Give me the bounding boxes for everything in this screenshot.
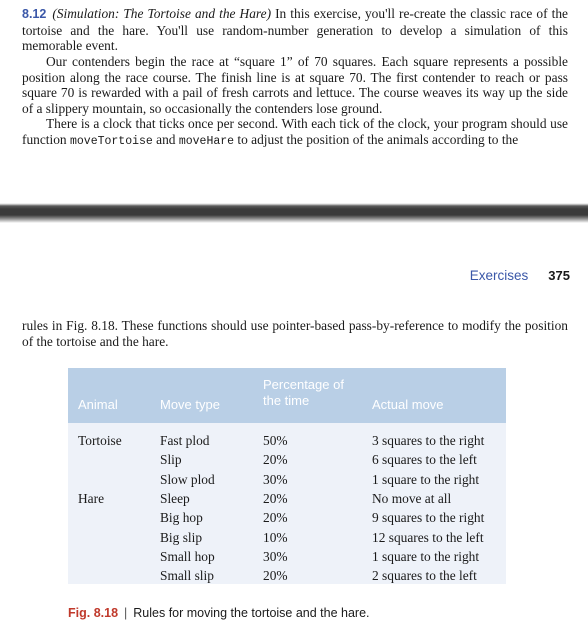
page-break-divider xyxy=(0,196,588,230)
table-row xyxy=(68,568,506,587)
exercise-paragraph-2: Our contenders begin the race at “square 1” of 70 squares. Each square represents a possible position along the race course. The finish line is at square 70. The first contender to reach or pass square 70 is rewarded with a pail of fresh carrots and lettuce. The course weaves its way up the side of a slippery mountain, so occasionally the contenders lose ground. xyxy=(22,54,568,116)
cell-move-type: Big hop xyxy=(160,510,203,526)
cell-percentage: 20% xyxy=(263,510,288,526)
cell-animal: Hare xyxy=(78,490,105,506)
cell-percentage: 20% xyxy=(263,452,288,468)
figure-caption xyxy=(68,606,370,620)
cell-move-type: Small hop xyxy=(160,548,215,564)
exercise-intro xyxy=(22,6,568,54)
cell-move-type: Big slip xyxy=(160,529,203,545)
cell-actual-move: 6 squares to the left xyxy=(372,452,477,468)
header-animal: Animal xyxy=(78,397,118,412)
table-body xyxy=(68,423,506,584)
cell-percentage: 30% xyxy=(263,548,288,564)
cell-actual-move: 1 square to the right xyxy=(372,471,480,487)
cell-actual-move: 9 squares to the right xyxy=(372,510,485,526)
cell-actual-move: 1 square to the right xyxy=(372,548,480,564)
table-row xyxy=(68,549,506,568)
cell-move-type: Slip xyxy=(160,452,182,468)
exercise-paragraph-4: rules in Fig. 8.18. These functions should use pointer-based pass-by-reference to modify the position of the tortoise and the hare. xyxy=(22,318,568,349)
running-head-section: Exercises xyxy=(469,268,529,283)
cell-percentage: 20% xyxy=(263,490,288,506)
running-head xyxy=(470,268,570,283)
table-header xyxy=(68,368,506,423)
rules-table xyxy=(68,368,506,584)
cell-actual-move: 2 squares to the left xyxy=(372,568,477,584)
cell-percentage: 30% xyxy=(263,471,288,487)
exercise-number: 8.12 xyxy=(22,7,47,21)
table-row xyxy=(68,433,506,452)
exercise-title: (Simulation: The Tortoise and the Hare) xyxy=(52,6,272,21)
cell-actual-move: 3 squares to the right xyxy=(372,433,485,448)
cell-percentage: 10% xyxy=(263,529,288,545)
cell-percentage: 20% xyxy=(263,568,288,584)
table-row xyxy=(68,472,506,491)
cell-move-type: Sleep xyxy=(160,490,190,506)
table-row xyxy=(68,510,506,529)
exercise-intro-text: In this exercise, you'll re-create the classic race of the tortoise and the hare. You'll use random-number generation to develop a simulation of this memorable event. xyxy=(22,6,568,54)
cell-animal: Tortoise xyxy=(78,433,122,448)
cell-move-type: Slow plod xyxy=(160,471,215,487)
header-percentage: Percentage of the time xyxy=(263,377,344,408)
table-row xyxy=(68,530,506,549)
current-page xyxy=(0,230,588,637)
caption-separator: | xyxy=(124,606,128,620)
cell-move-type: Small slip xyxy=(160,568,214,584)
cell-move-type: Fast plod xyxy=(160,433,210,448)
figure-label: Fig. 8.18 xyxy=(68,606,119,620)
previous-page-section xyxy=(0,0,588,196)
header-move-type: Move type xyxy=(160,397,220,412)
cell-actual-move: No move at all xyxy=(372,490,452,506)
cell-actual-move: 12 squares to the left xyxy=(372,529,484,545)
table-row xyxy=(68,491,506,510)
table-row xyxy=(68,452,506,471)
exercise-paragraph-3: There is a clock that ticks once per second. With each tick of the clock, your program should use function moveTortoise and moveHare to adjust the position of the animals according to the xyxy=(22,116,568,148)
cell-percentage: 50% xyxy=(263,433,288,448)
header-actual-move: Actual move xyxy=(372,397,444,412)
caption-text: Rules for moving the tortoise and the hare. xyxy=(133,606,370,620)
code-move-tortoise: moveTortoise xyxy=(69,134,153,148)
page-number: 375 xyxy=(548,268,570,283)
code-move-hare: moveHare xyxy=(178,134,235,148)
